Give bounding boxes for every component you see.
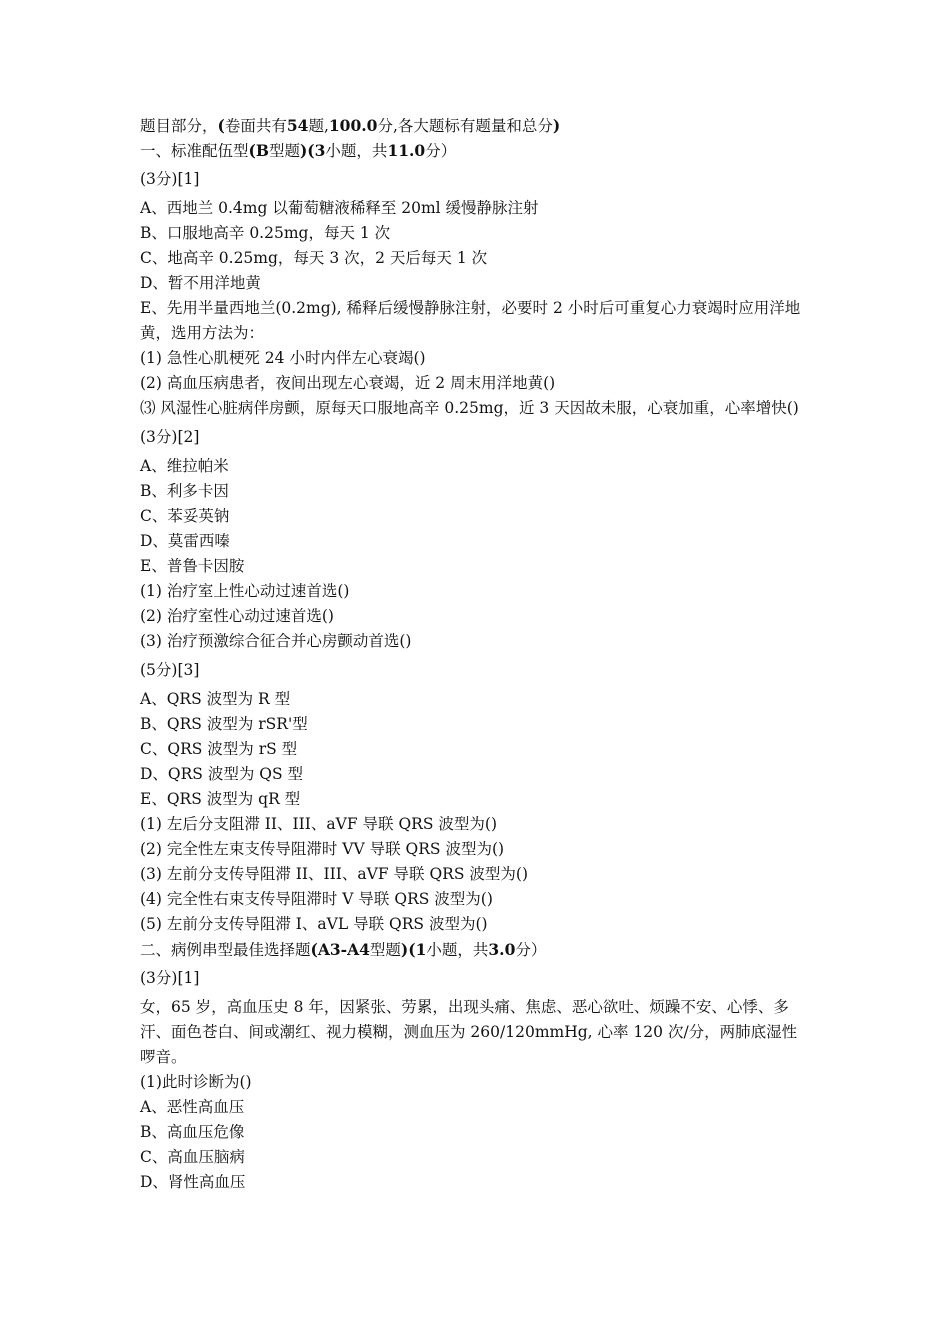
sub-question: (3) 左前分支传导阻滞 II、III、aVF 导联 QRS 波型为() <box>140 865 528 883</box>
option-e: E、QRS 波型为 qR 型 <box>140 790 301 808</box>
option-c: C、高血压脑病 <box>140 1148 245 1166</box>
sub-question: (3) 治疗预激综合征合并心房颤动首选() <box>140 632 412 650</box>
exam-header: 题目部分，(卷面共有54题,100.0分,各大题标有题量和总分) <box>140 116 561 135</box>
sub-question: (5) 左前分支传导阻滞 I、aVL 导联 QRS 波型为() <box>140 915 488 933</box>
option-d: D、QRS 波型为 QS 型 <box>140 765 304 783</box>
option-c: C、地高辛 0.25mg，每天 3 次，2 天后每天 1 次 <box>140 249 488 267</box>
question-score: (5分)[3] <box>140 661 200 679</box>
sub-question: (1) 左后分支阻滞 II、III、aVF 导联 QRS 波型为() <box>140 815 497 833</box>
option-d: D、莫雷西嗪 <box>140 532 230 550</box>
option-c: C、QRS 波型为 rS 型 <box>140 740 298 758</box>
sub-question: (4) 完全性右束支传导阻滞时 V 导联 QRS 波型为() <box>140 890 493 908</box>
option-a: A、西地兰 0.4mg 以葡萄糖液稀释至 20ml 缓慢静脉注射 <box>140 199 539 217</box>
option-b: B、高血压危像 <box>140 1123 245 1141</box>
question-score: (3分)[1] <box>140 969 200 987</box>
option-d: D、肾性高血压 <box>140 1173 246 1191</box>
option-e: E、先用半量西地兰(0.2mg), 稀释后缓慢静脉注射，必要时 2 小时后可重复心力衰竭时应用洋地黄，选用方法为： <box>140 299 801 342</box>
case-stem: 女，65 岁，高血压史 8 年，因紧张、劳累，出现头痛、焦虑、恶心欲吐、烦躁不安、心悸、多汗、面色苍白、间或潮红、视力模糊，测血压为 260/120mmHg, 心率 120 次/分，两肺底湿性啰音。 <box>140 998 798 1066</box>
sub-question: (1) 急性心肌梗死 24 小时内伴左心衰竭() <box>140 349 426 367</box>
section-heading: 一、标准配伍型(B型题)(3小题，共11.0分） <box>140 141 457 160</box>
document-page <box>140 113 812 1195</box>
option-b: B、QRS 波型为 rSR'型 <box>140 715 308 733</box>
section-heading: 二、病例串型最佳选择题(A3-A4型题)(1小题，共3.0分） <box>140 940 547 959</box>
sub-question: (1) 治疗室上性心动过速首选() <box>140 582 350 600</box>
option-e: E、普鲁卡因胺 <box>140 557 245 575</box>
sub-question: (1)此时诊断为() <box>140 1073 252 1091</box>
option-c: C、苯妥英钠 <box>140 507 230 525</box>
sub-question: (2) 完全性左束支传导阻滞时 VV 导联 QRS 波型为() <box>140 840 505 858</box>
option-a: A、恶性高血压 <box>140 1098 245 1116</box>
option-a: A、QRS 波型为 R 型 <box>140 690 291 708</box>
option-b: B、利多卡因 <box>140 482 229 500</box>
option-d: D、暂不用洋地黄 <box>140 274 261 292</box>
question-score: (3分)[2] <box>140 428 200 446</box>
sub-question: (2) 高血压病患者，夜间出现左心衰竭，近 2 周末用洋地黄() <box>140 374 556 392</box>
question-score: (3分)[1] <box>140 170 200 188</box>
option-b: B、口服地高辛 0.25mg，每天 1 次 <box>140 224 391 242</box>
sub-question: ⑶ 风湿性心脏病伴房颤，原每天口服地高辛 0.25mg，近 3 天因故未服，心衰加重，心率增快() <box>140 399 799 417</box>
option-a: A、维拉帕米 <box>140 457 229 475</box>
sub-question: (2) 治疗室性心动过速首选() <box>140 607 334 625</box>
